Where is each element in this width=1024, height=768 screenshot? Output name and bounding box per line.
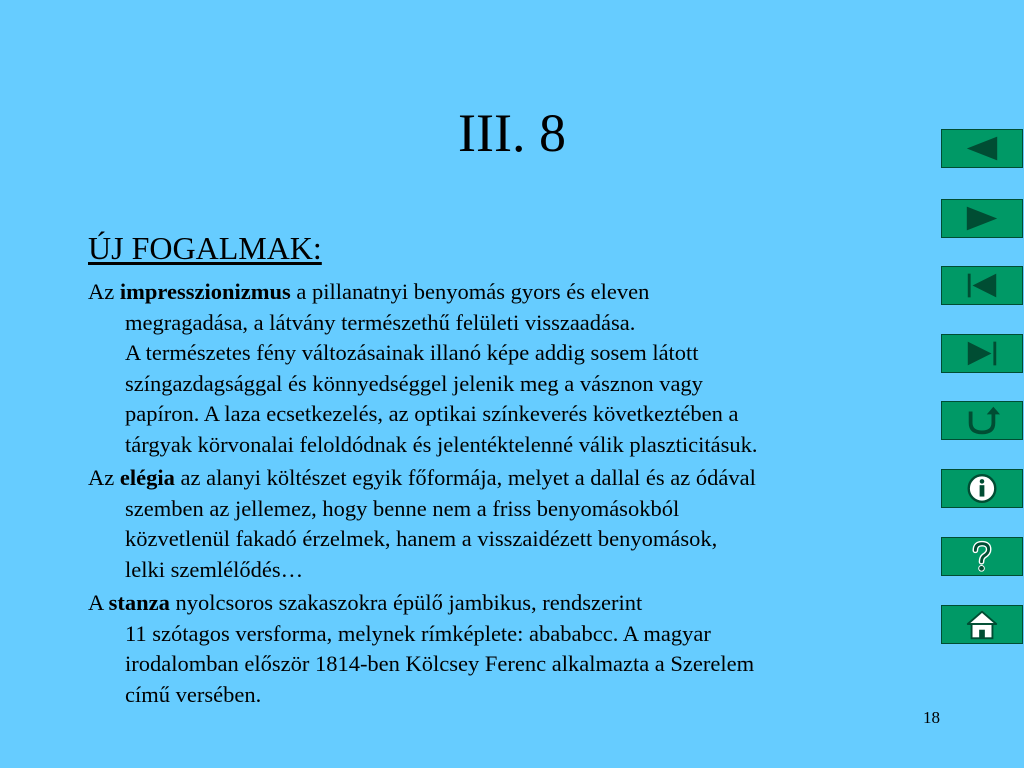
previous-slide-button[interactable]: [941, 129, 1023, 168]
last-slide-button[interactable]: [941, 334, 1023, 373]
paragraph-lead: Az: [88, 465, 120, 490]
info-icon: [942, 470, 1022, 507]
first-slide-button[interactable]: [941, 266, 1023, 305]
definition-impresszionizmus: [88, 277, 943, 460]
paragraph-line: A természetes fény változásainak illanó képe addig sosem látott: [125, 340, 699, 365]
paragraph-line: szemben az jellemez, hogy benne nem a friss benyomásokból: [125, 495, 680, 521]
slide-body: [88, 277, 943, 713]
forward-icon: [942, 200, 1022, 237]
navigation-bar: [941, 0, 1024, 768]
term: elégia: [119, 465, 175, 490]
info-button[interactable]: [941, 469, 1023, 508]
paragraph-line: tárgyak körvonalai feloldódnak és jelentéktelenné válik plaszticitásuk.: [125, 431, 758, 457]
paragraph-lead: A: [88, 590, 109, 615]
return-button[interactable]: [941, 401, 1023, 440]
paragraph-line: az alanyi költészet egyik főformája, melyet a dallal és az ódával: [174, 465, 756, 490]
term: impresszionizmus: [119, 279, 291, 304]
next-slide-button[interactable]: [941, 199, 1023, 238]
paragraph-line: papíron. A laza ecsetkezelés, az optikai színkeverés következtében a: [125, 401, 739, 426]
page-number: 18: [923, 708, 940, 727]
paragraph-line: nyolcsoros szakaszokra épülő jambikus, rendszerint: [169, 590, 643, 615]
help-button[interactable]: [941, 537, 1023, 576]
definition-stanza: [88, 588, 943, 710]
paragraph-line: a pillanatnyi benyomás gyors és eleven: [290, 279, 650, 304]
section-heading: ÚJ FOGALMAK:: [88, 230, 322, 266]
last-slide-icon: [942, 335, 1022, 372]
definition-elegia: [88, 463, 943, 585]
first-slide-icon: [942, 267, 1022, 304]
slide-title: III. 8: [458, 103, 566, 163]
paragraph-line: színgazdagsággal és könnyedséggel jelenik meg a vásznon vagy: [125, 370, 703, 396]
paragraph-line: közvetlenül fakadó érzelmek, hanem a visszaidézett benyomások,: [125, 526, 718, 551]
paragraph-line: irodalomban először 1814-ben Kölcsey Ferenc alkalmazta a Szerelem: [125, 651, 755, 676]
return-icon: [942, 402, 1022, 439]
help-icon: [942, 538, 1022, 575]
paragraph-line: lelki szemlélődés…: [125, 556, 304, 582]
paragraph-lead: Az: [88, 279, 120, 304]
paragraph-line: 11 szótagos versforma, melynek rímképlete: abababcc. A magyar: [125, 620, 711, 646]
back-icon: [942, 130, 1022, 167]
paragraph-line: című versében.: [125, 681, 262, 707]
home-icon: [942, 606, 1022, 643]
paragraph-line: megragadása, a látvány természethű felületi visszaadása.: [125, 309, 636, 335]
term: stanza: [108, 590, 170, 615]
home-button[interactable]: [941, 605, 1023, 644]
